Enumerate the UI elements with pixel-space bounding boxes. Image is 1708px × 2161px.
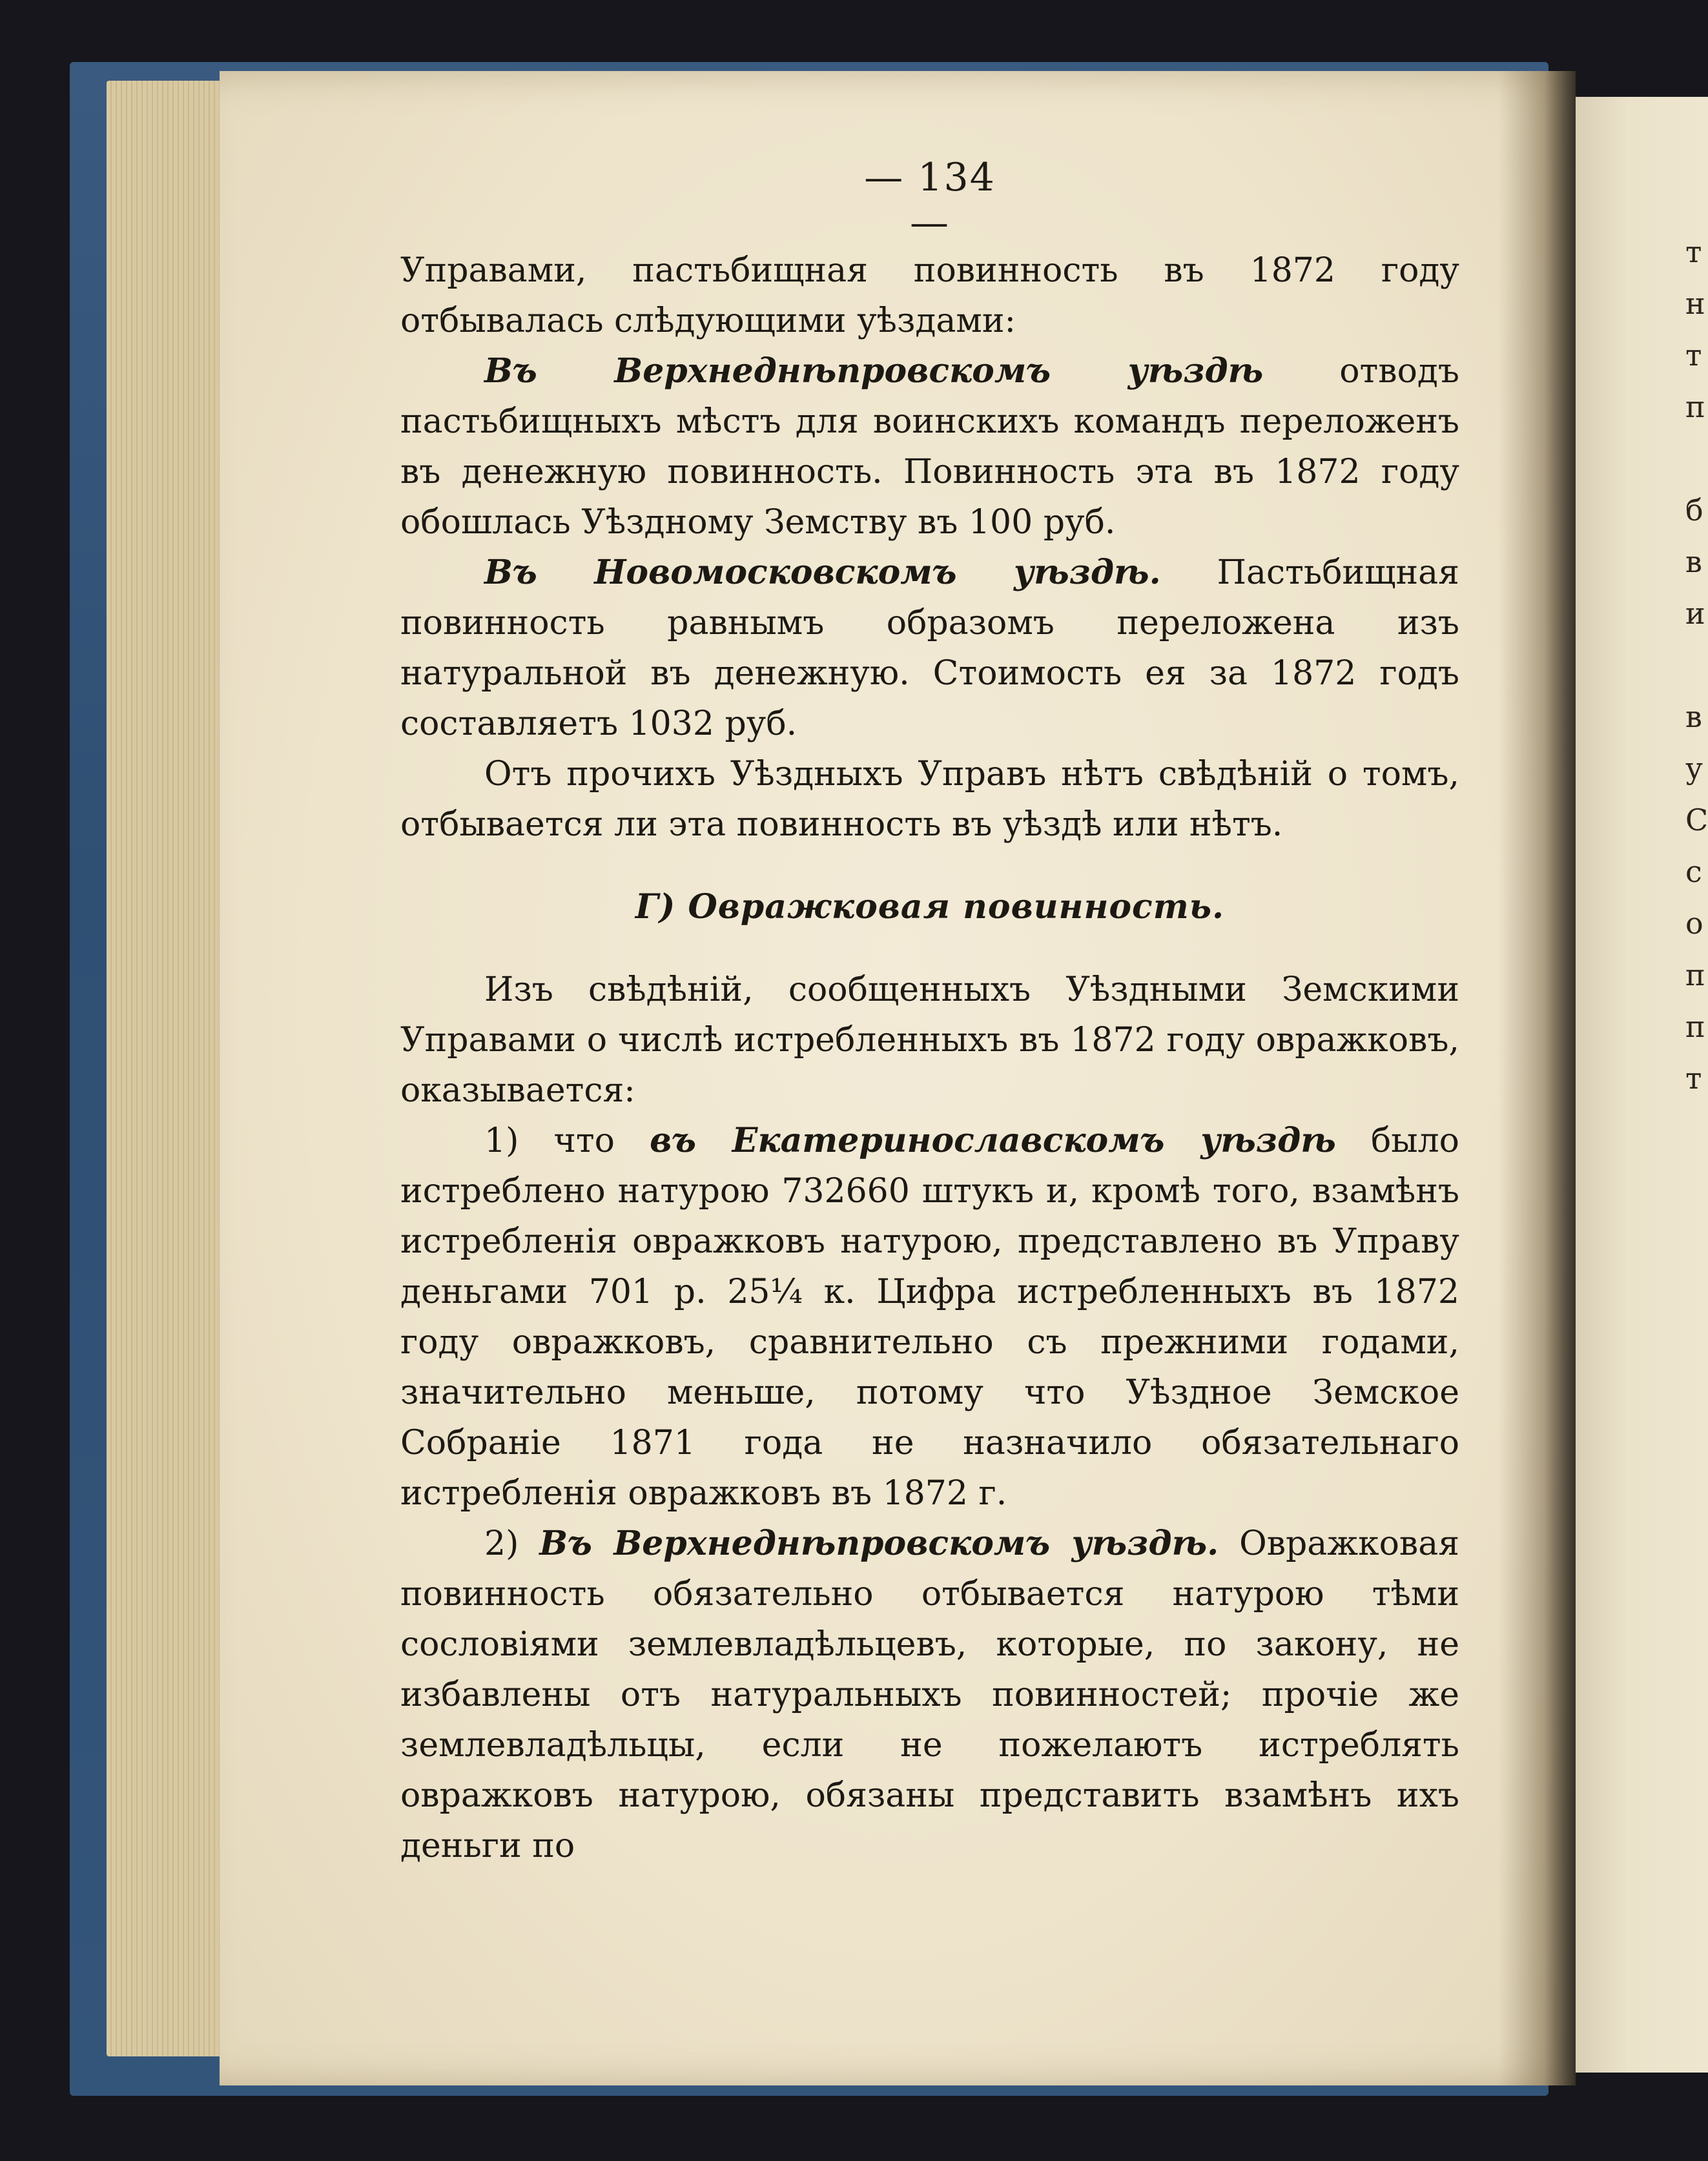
next-page-fragment: б	[1685, 493, 1703, 527]
next-page-fragment: т	[1685, 338, 1702, 373]
next-page-fragment	[1685, 433, 1708, 484]
next-page-fragment: и	[1685, 596, 1705, 631]
page-number: — 134 —	[864, 155, 996, 245]
next-page-fragment: в	[1685, 699, 1702, 734]
paragraph-3	[400, 548, 1459, 749]
next-page-text-fragments	[1685, 226, 1708, 1104]
paragraph-2-text: отводъ пастьбищныхъ мѣстъ для воинскихъ командъ переложенъ въ денежную повинность. Повинность эта въ 1872 году обошлась Уѣздному Земству въ 100 руб.	[400, 352, 1459, 542]
book-gutter	[1498, 71, 1576, 2085]
paragraph-1: Управами, пастьбищная повинность въ 1872 году отбывалась слѣдующими уѣздами:	[400, 251, 1459, 340]
paragraph-6-text: было истреблено натурою 732660 штукъ и, кромѣ того, взамѣнъ истребленія овражковъ натурою, представлено въ Управу деньгами 701 р. 25¼ к. Цифра истребленныхъ въ 1872 году овражковъ, сравнительно съ прежними годами, значительно меньше, потому что Уѣздное Земское Собраніе 1871 года не назначило обязательнаго истребленія овражковъ въ 1872 г.	[400, 1121, 1459, 1513]
next-page-fragment: н	[1685, 286, 1705, 321]
next-page-fragment: у	[1685, 751, 1703, 786]
paragraph-4: Отъ прочихъ Уѣздныхъ Управъ нѣтъ свѣдѣній о томъ, отбывается ли эта повинность въ уѣздѣ или нѣтъ.	[400, 755, 1459, 844]
paragraph-7	[400, 1519, 1459, 1871]
district-name-verkhnedneprovsk: Въ Верхнеднѣпровскомъ уѣздѣ	[484, 351, 1264, 391]
district-name-novomoskovsk: Въ Новомосковскомъ уѣздѣ.	[484, 553, 1161, 592]
next-page-fragment: о	[1685, 906, 1703, 941]
list-number-1: 1) что	[484, 1121, 650, 1160]
next-page-fragment: т	[1685, 234, 1702, 269]
next-page-fragment: п	[1685, 958, 1705, 992]
paragraph-3-text: Пастьбищная повинность равнымъ образомъ переложена изъ натуральной въ денежную. Стоимость ея за 1872 годъ составляетъ 1032 руб.	[400, 553, 1459, 743]
section-heading: Г) Овражковая повинность.	[635, 887, 1225, 927]
list-number-2: 2)	[484, 1524, 540, 1563]
district-name-verkhnedneprovsk-2: Въ Верхнеднѣпровскомъ уѣздѣ.	[539, 1524, 1219, 1563]
paragraph-6	[400, 1116, 1459, 1519]
next-page-fragment: п	[1685, 1009, 1705, 1044]
next-page-fragment: т	[1685, 1061, 1702, 1096]
next-page-fragment: с	[1685, 854, 1702, 889]
page-text	[400, 245, 1459, 1871]
next-page-fragment	[1685, 639, 1708, 691]
next-page-fragment: С	[1685, 803, 1708, 837]
next-page-fragment: в	[1685, 544, 1702, 579]
district-name-ekaterinoslav: въ Екатеринославскомъ уѣздѣ	[650, 1121, 1336, 1160]
paragraph-2	[400, 346, 1459, 548]
paragraph-5: Изъ свѣдѣній, сообщенныхъ Уѣздными Земскими Управами о числѣ истребленныхъ въ 1872 году овражковъ, оказывается:	[400, 970, 1459, 1110]
next-page-fragment: п	[1685, 389, 1705, 424]
paragraph-7-text: Овражковая повинность обязательно отбывается натурою тѣми сословіями землевладѣльцевъ, которые, по закону, не избавлены отъ натуральныхъ повинностей; прочіе же землевладѣльцы, если не пожелаютъ истреблять овражковъ натурою, обязаны представить взамѣнъ ихъ деньги по	[400, 1524, 1459, 1865]
